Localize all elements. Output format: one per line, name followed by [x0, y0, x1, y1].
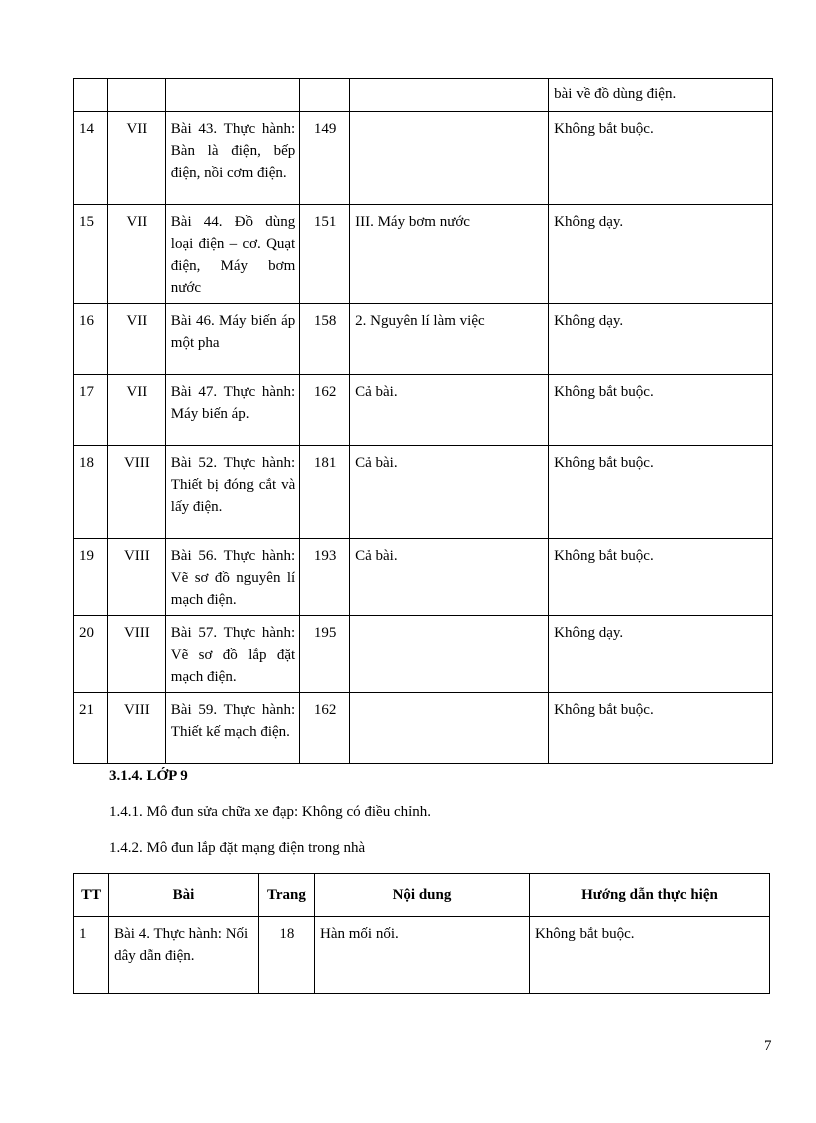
cell-guidance: Không bắt buộc. — [549, 539, 773, 616]
table-row — [74, 205, 773, 304]
cell-content: Cả bài. — [350, 539, 549, 616]
cell-lesson: Bài 46. Máy biến áp một pha — [165, 304, 299, 375]
adjustment-table-continued — [73, 78, 773, 764]
cell-tt: 20 — [74, 616, 108, 693]
table-row — [74, 79, 773, 112]
table-row — [74, 446, 773, 539]
cell-content — [350, 616, 549, 693]
cell-lesson: Bài 44. Đồ dùng loại điện – cơ. Quạt điện, Máy bơm nước — [165, 205, 299, 304]
header-page: Trang — [258, 874, 314, 917]
grade9-adjustment-table — [73, 873, 770, 994]
cell-lesson: Bài 57. Thực hành: Vẽ sơ đồ lắp đặt mạch điện. — [165, 616, 299, 693]
cell-page: 18 — [258, 917, 314, 994]
cell-page: 162 — [300, 693, 350, 764]
table-header-row — [74, 874, 770, 917]
cell-page: 151 — [300, 205, 350, 304]
cell-page: 193 — [300, 539, 350, 616]
header-tt: TT — [74, 874, 109, 917]
cell-tt — [74, 79, 108, 112]
cell-lesson — [165, 79, 299, 112]
header-lesson: Bài — [109, 874, 259, 917]
subsection-item: 1.4.2. Mô đun lắp đặt mạng điện trong nhà — [109, 840, 366, 856]
cell-lesson: Bài 47. Thực hành: Máy biến áp. — [165, 375, 299, 446]
cell-content: Hàn mối nối. — [315, 917, 530, 994]
cell-tt: 14 — [74, 112, 108, 205]
cell-guidance: Không dạy. — [549, 205, 773, 304]
cell-tt: 17 — [74, 375, 108, 446]
header-guidance: Hướng dẫn thực hiện — [529, 874, 769, 917]
cell-page: 149 — [300, 112, 350, 205]
cell-guidance: Không bắt buộc. — [549, 693, 773, 764]
cell-tt: 16 — [74, 304, 108, 375]
cell-guidance: bài về đồ dùng điện. — [549, 79, 773, 112]
cell-lesson: Bài 43. Thực hành: Bàn là điện, bếp điện, nồi cơm điện. — [165, 112, 299, 205]
cell-content: Cả bài. — [350, 446, 549, 539]
cell-chapter: VII — [107, 205, 165, 304]
cell-tt: 1 — [74, 917, 109, 994]
cell-lesson: Bài 56. Thực hành: Vẽ sơ đồ nguyên lí mạch điện. — [165, 539, 299, 616]
cell-chapter: VII — [107, 375, 165, 446]
cell-tt: 15 — [74, 205, 108, 304]
cell-guidance: Không bắt buộc. — [549, 375, 773, 446]
cell-guidance: Không dạy. — [549, 304, 773, 375]
cell-tt: 21 — [74, 693, 108, 764]
cell-content: 2. Nguyên lí làm việc — [350, 304, 549, 375]
cell-page: 195 — [300, 616, 350, 693]
table-row — [74, 917, 770, 994]
cell-page: 162 — [300, 375, 350, 446]
cell-tt: 18 — [74, 446, 108, 539]
cell-chapter: VIII — [107, 446, 165, 539]
cell-lesson: Bài 59. Thực hành: Thiết kế mạch điện. — [165, 693, 299, 764]
table-row — [74, 304, 773, 375]
cell-page — [300, 79, 350, 112]
cell-guidance: Không bắt buộc. — [549, 446, 773, 539]
cell-content — [350, 112, 549, 205]
cell-lesson: Bài 52. Thực hành: Thiết bị đóng cắt và lấy điện. — [165, 446, 299, 539]
cell-content: Cả bài. — [350, 375, 549, 446]
cell-content — [350, 79, 549, 112]
header-content: Nội dung — [315, 874, 530, 917]
cell-page: 181 — [300, 446, 350, 539]
cell-chapter: VII — [107, 112, 165, 205]
cell-lesson: Bài 4. Thực hành: Nối dây dẫn điện. — [109, 917, 259, 994]
section-title: 3.1.4. LỚP 9 — [109, 768, 188, 784]
cell-chapter: VII — [107, 304, 165, 375]
table-row — [74, 112, 773, 205]
cell-tt: 19 — [74, 539, 108, 616]
table-row — [74, 693, 773, 764]
cell-guidance: Không dạy. — [549, 616, 773, 693]
table-row — [74, 539, 773, 616]
cell-chapter — [107, 79, 165, 112]
cell-chapter: VIII — [107, 693, 165, 764]
page-number: 7 — [764, 1038, 772, 1054]
table-row — [74, 375, 773, 446]
cell-content — [350, 693, 549, 764]
cell-content: III. Máy bơm nước — [350, 205, 549, 304]
table-row — [74, 616, 773, 693]
cell-guidance: Không bắt buộc. — [529, 917, 769, 994]
cell-chapter: VIII — [107, 616, 165, 693]
cell-chapter: VIII — [107, 539, 165, 616]
cell-guidance: Không bắt buộc. — [549, 112, 773, 205]
cell-page: 158 — [300, 304, 350, 375]
subsection-item: 1.4.1. Mô đun sửa chữa xe đạp: Không có điều chỉnh. — [109, 804, 432, 820]
